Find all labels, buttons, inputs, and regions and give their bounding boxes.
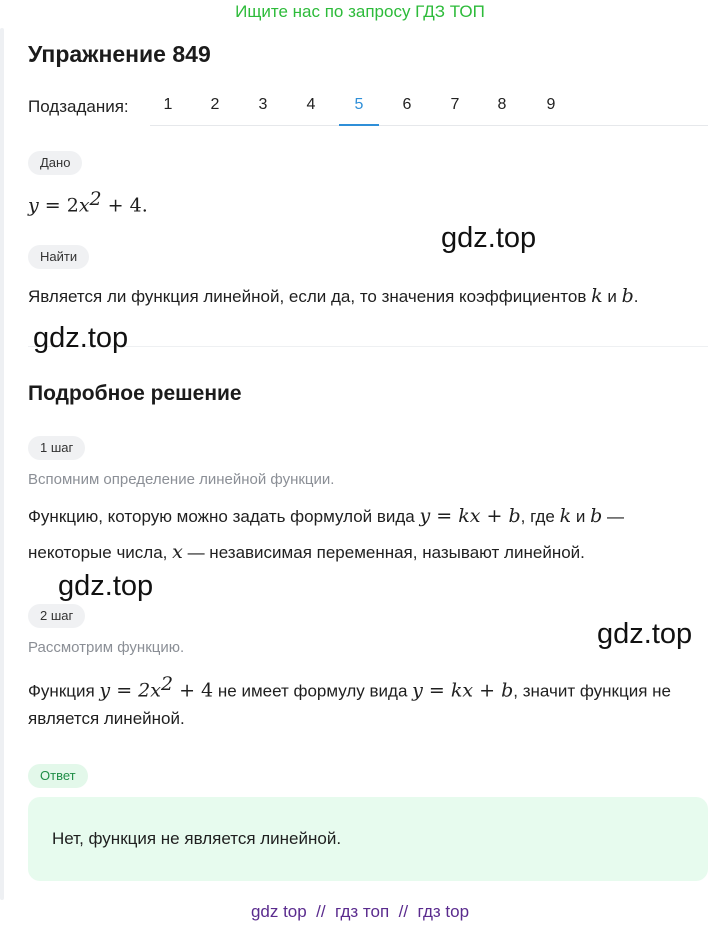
- find-pill: Найти: [28, 245, 89, 269]
- tab-subtask-5[interactable]: 5: [339, 90, 379, 126]
- exercise-card: [28, 28, 708, 900]
- find-question: Является ли функция линейной, если да, то значения коэффициентов k и b.: [28, 285, 639, 307]
- step-2-pill: 2 шаг: [28, 604, 85, 628]
- footer-links[interactable]: gdz top // гдз топ // гдз top: [250, 902, 470, 921]
- watermark: gdz.top: [441, 222, 537, 254]
- solution-heading: Подробное решение: [28, 382, 242, 405]
- given-formula: $y = 2x^2 + 4$.: [28, 188, 148, 217]
- answer-pill: Ответ: [28, 764, 88, 788]
- section-divider: [28, 346, 708, 347]
- page-title: Упражнение 849: [28, 41, 211, 67]
- tab-subtask-7[interactable]: 7: [450, 96, 460, 113]
- tab-subtask-6[interactable]: 6: [402, 96, 412, 113]
- tab-subtask-8[interactable]: 8: [497, 96, 507, 113]
- tab-subtask-4[interactable]: 4: [306, 96, 316, 113]
- subtasks-label: Подзадания:: [28, 97, 129, 116]
- step-2-hint: Рассмотрим функцию.: [28, 639, 185, 656]
- watermark: gdz.top: [58, 570, 154, 602]
- tab-subtask-1[interactable]: 1: [163, 96, 173, 113]
- tab-subtask-2[interactable]: 2: [210, 96, 220, 113]
- step-1-line-1: Функцию, которую можно задать формулой вида y = kx + b, где k и b —: [28, 505, 624, 527]
- subtasks-nav: [28, 90, 708, 126]
- given-pill: Дано: [28, 151, 82, 175]
- left-border: [0, 28, 4, 900]
- step-1-pill: 1 шаг: [28, 436, 85, 460]
- step-2-line-1: Функция $y = 2x^2 + 4$ не имеет формулу вида y = kx + b, значит функция не: [28, 673, 671, 702]
- step-2-line-2: является линейной.: [28, 709, 185, 728]
- watermark: gdz.top: [33, 322, 129, 354]
- answer-text: Нет, функция не является линейной.: [52, 829, 342, 848]
- tab-subtask-9[interactable]: 9: [546, 96, 556, 113]
- answer-box: [28, 797, 708, 881]
- watermark: gdz.top: [597, 618, 693, 650]
- step-1-hint: Вспомним определение линейной функции.: [28, 471, 335, 488]
- tab-subtask-3[interactable]: 3: [258, 96, 268, 113]
- search-banner: Ищите нас по запросу ГДЗ ТОП: [235, 2, 485, 21]
- step-1-line-2: некоторые числа, x — независимая переменная, называют линейной.: [28, 541, 585, 563]
